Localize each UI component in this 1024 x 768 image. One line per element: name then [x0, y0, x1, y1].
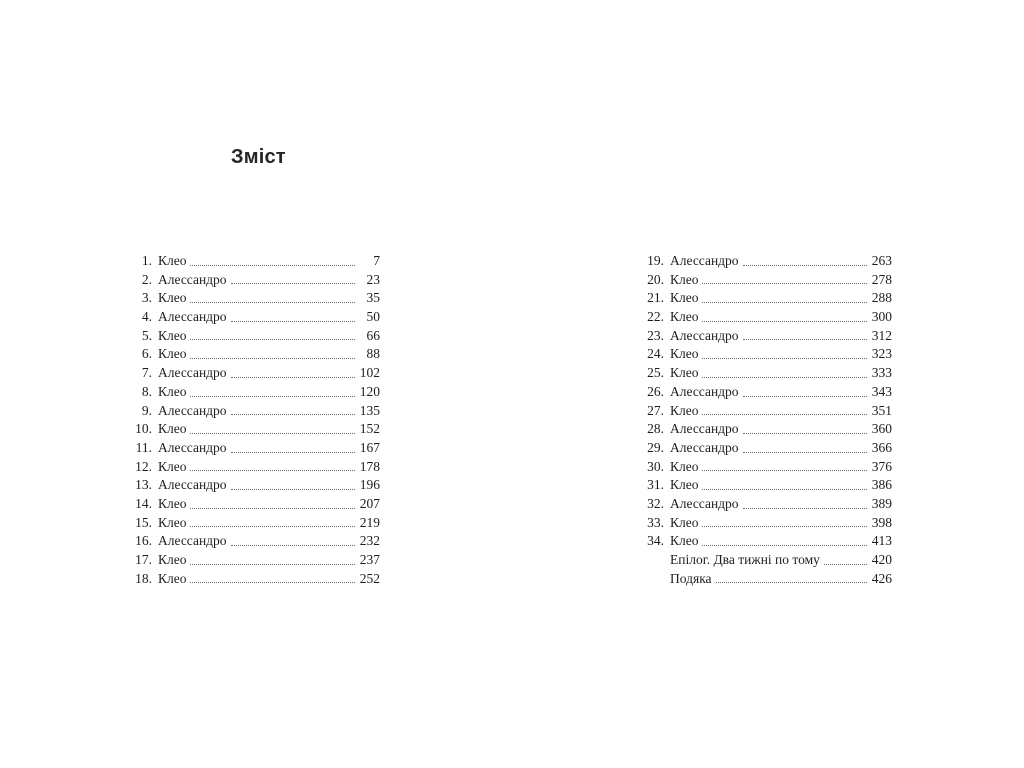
chapter-title: Алессандро — [158, 365, 227, 381]
page-number: 50 — [366, 309, 380, 325]
chapter-title: Алессандро — [670, 421, 739, 437]
chapter-number: 6. — [141, 346, 152, 362]
chapter-title: Клео — [670, 402, 699, 418]
page-number: 278 — [871, 271, 892, 287]
chapter-number: 18. — [135, 570, 152, 586]
page-number: 66 — [366, 327, 380, 343]
page-number: 152 — [359, 421, 380, 437]
chapter-number: 20. — [647, 271, 664, 287]
dot-leader — [231, 377, 355, 378]
dot-leader — [190, 358, 355, 359]
toc-entry — [128, 327, 380, 346]
page-number: 389 — [871, 495, 892, 511]
dot-leader — [190, 396, 355, 397]
toc-list-left — [128, 252, 380, 588]
page-number: 232 — [359, 533, 380, 549]
toc-entry — [640, 345, 892, 364]
page-number: 178 — [359, 458, 380, 474]
chapter-number: 10. — [135, 421, 152, 437]
dot-leader — [190, 508, 355, 509]
page-number: 312 — [871, 327, 892, 343]
chapter-number: 1. — [141, 253, 152, 268]
chapter-title: Клео — [158, 346, 187, 362]
chapter-number: 32. — [647, 495, 664, 511]
toc-entry — [128, 308, 380, 327]
dot-leader — [190, 470, 355, 471]
page-number: 237 — [359, 552, 380, 567]
chapter-number: 29. — [647, 439, 664, 455]
chapter-title: Алессандро — [670, 439, 739, 455]
chapter-number: 7. — [141, 365, 152, 381]
chapter-number: 31. — [647, 477, 664, 493]
dot-leader — [743, 265, 867, 266]
chapter-number: 34. — [647, 533, 664, 549]
toc-entry — [128, 514, 380, 533]
page-number: 196 — [359, 477, 380, 493]
dot-leader — [190, 433, 355, 434]
page-number: 120 — [359, 383, 380, 399]
page-number: 366 — [871, 439, 892, 455]
page-number: 376 — [871, 458, 892, 474]
page-number: 288 — [871, 290, 892, 306]
toc-entry — [640, 271, 892, 290]
dot-leader — [702, 414, 867, 415]
chapter-title: Епілог. Два тижні по тому — [670, 552, 820, 567]
dot-leader — [743, 508, 867, 509]
toc-entry — [128, 476, 380, 495]
toc-entry — [128, 364, 380, 383]
dot-leader — [190, 302, 355, 303]
chapter-title: Алессандро — [158, 402, 227, 418]
dot-leader — [743, 339, 867, 340]
page-number: 252 — [359, 570, 380, 586]
chapter-number: 8. — [141, 383, 152, 399]
chapter-title: Клео — [670, 477, 699, 493]
toc-entry — [640, 420, 892, 439]
chapter-number: 4. — [141, 309, 152, 325]
page-number: 88 — [366, 346, 380, 362]
chapter-number: 12. — [135, 458, 152, 474]
toc-entry — [640, 551, 892, 570]
toc-entry — [640, 476, 892, 495]
page-number: 426 — [871, 570, 892, 586]
toc-entry — [640, 514, 892, 533]
chapter-title: Клео — [158, 570, 187, 586]
chapter-title: Подяка — [670, 570, 712, 586]
dot-leader — [231, 452, 355, 453]
dot-leader — [702, 358, 867, 359]
chapter-title: Клео — [670, 346, 699, 362]
toc-entry — [128, 420, 380, 439]
page-number: 386 — [871, 477, 892, 493]
dot-leader — [702, 377, 867, 378]
dot-leader — [231, 489, 355, 490]
page-number: 219 — [359, 514, 380, 530]
page-number: 207 — [359, 495, 380, 511]
toc-entry — [128, 532, 380, 551]
chapter-number: 2. — [141, 271, 152, 287]
right-page — [512, 0, 1024, 768]
toc-entry — [640, 458, 892, 477]
toc-entry — [128, 252, 380, 271]
toc-entry — [128, 570, 380, 589]
chapter-number: 9. — [141, 402, 152, 418]
page-number: 398 — [871, 514, 892, 530]
dot-leader — [190, 265, 355, 266]
chapter-number: 3. — [141, 290, 152, 306]
toc-entry — [640, 383, 892, 402]
toc-entry — [640, 327, 892, 346]
dot-leader — [190, 526, 355, 527]
toc-entry — [640, 439, 892, 458]
toc-entry — [640, 570, 892, 589]
toc-title: Зміст — [231, 146, 286, 168]
page-number: 300 — [871, 309, 892, 325]
page-number: 343 — [871, 383, 892, 399]
page-number: 23 — [366, 271, 380, 287]
toc-entry — [128, 495, 380, 514]
dot-leader — [231, 321, 355, 322]
chapter-title: Алессандро — [670, 495, 739, 511]
dot-leader — [231, 283, 355, 284]
chapter-title: Клео — [158, 421, 187, 437]
page-number: 420 — [871, 552, 892, 567]
chapter-title: Алессандро — [158, 309, 227, 325]
dot-leader — [743, 452, 867, 453]
chapter-number: 14. — [135, 495, 152, 511]
chapter-number: 27. — [647, 402, 664, 418]
dot-leader — [702, 526, 867, 527]
chapter-title: Клео — [670, 365, 699, 381]
toc-entry — [128, 458, 380, 477]
toc-entry — [128, 271, 380, 290]
page-number: 351 — [871, 402, 892, 418]
chapter-title: Алессандро — [158, 439, 227, 455]
page-number: 7 — [373, 253, 380, 268]
chapter-title: Клео — [158, 383, 187, 399]
chapter-title: Алессандро — [670, 327, 739, 343]
chapter-title: Клео — [670, 533, 699, 549]
toc-entry — [128, 345, 380, 364]
dot-leader — [231, 545, 355, 546]
chapter-title: Алессандро — [670, 383, 739, 399]
dot-leader — [190, 564, 355, 565]
chapter-number: 24. — [647, 346, 664, 362]
dot-leader — [743, 433, 867, 434]
chapter-title: Клео — [670, 514, 699, 530]
dot-leader — [190, 339, 355, 340]
page-number: 263 — [871, 253, 892, 268]
page-number: 167 — [359, 439, 380, 455]
page-number: 323 — [871, 346, 892, 362]
chapter-title: Клео — [670, 458, 699, 474]
page-number: 333 — [871, 365, 892, 381]
dot-leader — [702, 470, 867, 471]
chapter-number: 19. — [647, 253, 664, 268]
chapter-title: Клео — [670, 309, 699, 325]
chapter-title: Клео — [158, 253, 187, 268]
dot-leader — [702, 489, 867, 490]
toc-entry — [128, 402, 380, 421]
page-number: 102 — [359, 365, 380, 381]
chapter-number: 11. — [135, 439, 152, 455]
toc-list-right — [640, 252, 892, 588]
page-number: 360 — [871, 421, 892, 437]
page-number: 35 — [366, 290, 380, 306]
chapter-title: Клео — [670, 271, 699, 287]
chapter-number: 13. — [135, 477, 152, 493]
chapter-number: 22. — [647, 309, 664, 325]
dot-leader — [190, 582, 355, 583]
chapter-title: Алессандро — [158, 533, 227, 549]
chapter-number: 5. — [141, 327, 152, 343]
toc-entry — [128, 383, 380, 402]
toc-entry — [640, 364, 892, 383]
page-number: 135 — [359, 402, 380, 418]
dot-leader — [824, 564, 867, 565]
chapter-number: 17. — [135, 552, 152, 567]
toc-entry — [640, 289, 892, 308]
dot-leader — [231, 414, 355, 415]
toc-entry — [128, 551, 380, 570]
chapter-number: 16. — [135, 533, 152, 549]
chapter-title: Алессандро — [670, 253, 739, 268]
toc-entry — [128, 289, 380, 308]
chapter-title: Алессандро — [158, 477, 227, 493]
chapter-title: Клео — [158, 290, 187, 306]
chapter-title: Клео — [158, 552, 187, 567]
dot-leader — [716, 582, 867, 583]
chapter-number: 26. — [647, 383, 664, 399]
toc-entry — [128, 439, 380, 458]
dot-leader — [702, 545, 867, 546]
toc-entry — [640, 532, 892, 551]
dot-leader — [702, 302, 867, 303]
chapter-title: Алессандро — [158, 271, 227, 287]
dot-leader — [702, 321, 867, 322]
toc-entry — [640, 402, 892, 421]
toc-entry — [640, 308, 892, 327]
chapter-title: Клео — [158, 327, 187, 343]
dot-leader — [702, 283, 867, 284]
page-number: 413 — [871, 533, 892, 549]
chapter-number: 25. — [647, 365, 664, 381]
chapter-number: 30. — [647, 458, 664, 474]
toc-entry — [640, 495, 892, 514]
dot-leader — [743, 396, 867, 397]
chapter-number: 23. — [647, 327, 664, 343]
chapter-title: Клео — [158, 458, 187, 474]
chapter-title: Клео — [158, 495, 187, 511]
toc-entry — [640, 252, 892, 271]
chapter-title: Клео — [158, 514, 187, 530]
chapter-number: 15. — [135, 514, 152, 530]
chapter-number: 21. — [647, 290, 664, 306]
chapter-number: 28. — [647, 421, 664, 437]
chapter-title: Клео — [670, 290, 699, 306]
chapter-number: 33. — [647, 514, 664, 530]
